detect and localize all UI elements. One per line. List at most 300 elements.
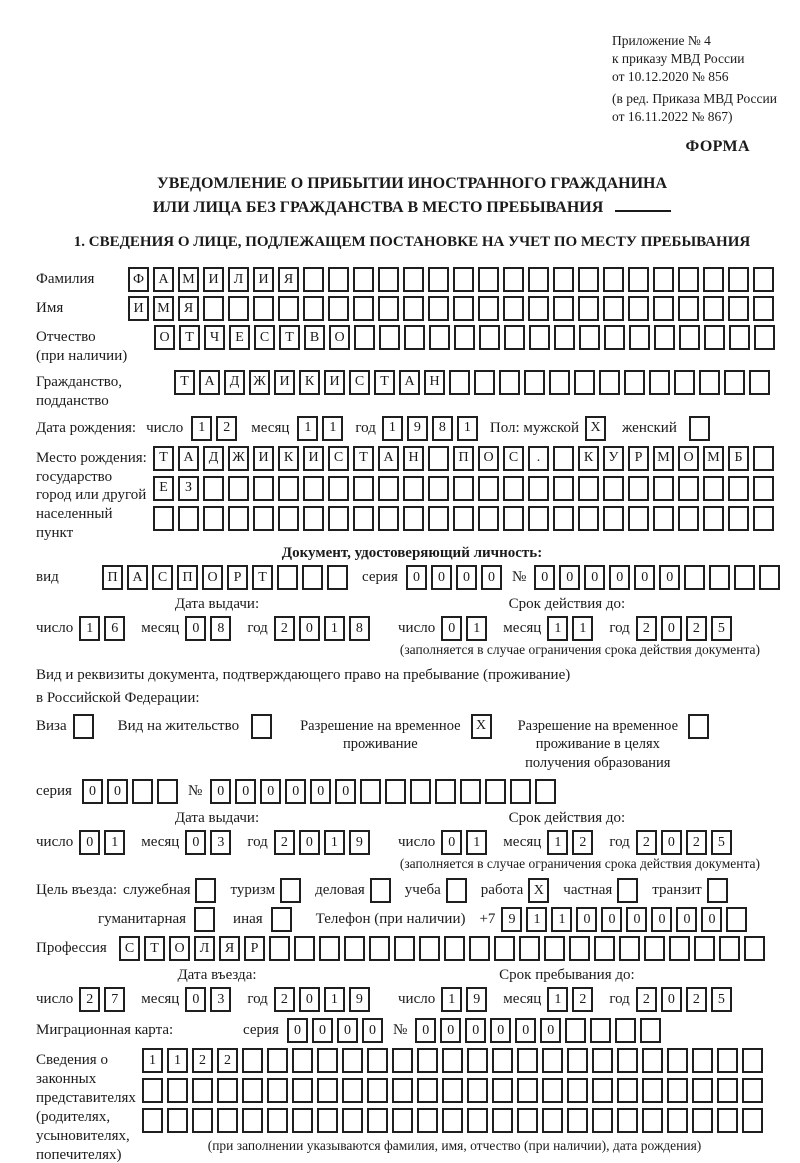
char-cell[interactable]	[428, 476, 449, 501]
char-cell[interactable]	[707, 878, 728, 903]
char-cell[interactable]	[528, 476, 549, 501]
char-cell[interactable]	[759, 565, 780, 590]
char-cell[interactable]: Л	[194, 936, 215, 961]
char-cell[interactable]: Р	[227, 565, 248, 590]
char-cell[interactable]	[729, 325, 750, 350]
char-cell[interactable]: С	[349, 370, 370, 395]
char-cell[interactable]	[478, 476, 499, 501]
char-cell[interactable]	[142, 1108, 163, 1133]
char-cell[interactable]: 0	[559, 565, 580, 590]
char-cell[interactable]: 0	[185, 616, 206, 641]
char-cell[interactable]	[719, 936, 740, 961]
char-cell[interactable]: 0	[310, 779, 331, 804]
char-cell[interactable]	[417, 1078, 438, 1103]
char-cell[interactable]: 0	[676, 907, 697, 932]
char-cell[interactable]: 1	[457, 416, 478, 441]
char-cell[interactable]	[73, 714, 94, 739]
char-cell[interactable]	[694, 936, 715, 961]
purpose-private-checkbox[interactable]	[617, 878, 642, 903]
char-cell[interactable]	[542, 1108, 563, 1133]
char-cell[interactable]	[228, 296, 249, 321]
char-cell[interactable]	[753, 446, 774, 471]
char-cell[interactable]: О	[678, 446, 699, 471]
char-cell[interactable]	[553, 446, 574, 471]
char-cell[interactable]	[642, 1078, 663, 1103]
char-cell[interactable]	[460, 779, 481, 804]
char-cell[interactable]	[492, 1108, 513, 1133]
char-cell[interactable]	[678, 506, 699, 531]
char-cell[interactable]	[178, 506, 199, 531]
char-cell[interactable]	[453, 476, 474, 501]
char-cell[interactable]	[303, 506, 324, 531]
char-cell[interactable]: 0	[534, 565, 555, 590]
char-cell[interactable]	[499, 370, 520, 395]
char-cell[interactable]	[728, 296, 749, 321]
char-cell[interactable]	[442, 1108, 463, 1133]
char-cell[interactable]	[467, 1048, 488, 1073]
char-cell[interactable]	[278, 506, 299, 531]
char-cell[interactable]: 0	[406, 565, 427, 590]
char-cell[interactable]	[428, 267, 449, 292]
char-cell[interactable]: Д	[203, 446, 224, 471]
char-cell[interactable]	[709, 565, 730, 590]
temp-residence-education-checkbox[interactable]	[688, 714, 713, 739]
char-cell[interactable]	[717, 1078, 738, 1103]
char-cell[interactable]: 0	[299, 830, 320, 855]
char-cell[interactable]: 0	[440, 1018, 461, 1043]
char-cell[interactable]	[628, 476, 649, 501]
char-cell[interactable]	[529, 325, 550, 350]
sex-female-checkbox[interactable]	[689, 416, 714, 441]
char-cell[interactable]	[453, 506, 474, 531]
char-cell[interactable]	[278, 476, 299, 501]
char-cell[interactable]: 0	[312, 1018, 333, 1043]
char-cell[interactable]	[519, 936, 540, 961]
char-cell[interactable]	[449, 370, 470, 395]
char-cell[interactable]	[667, 1048, 688, 1073]
char-cell[interactable]: 0	[431, 565, 452, 590]
char-cell[interactable]: 1	[324, 830, 345, 855]
char-cell[interactable]	[327, 565, 348, 590]
char-cell[interactable]: С	[119, 936, 140, 961]
char-cell[interactable]	[294, 936, 315, 961]
char-cell[interactable]: М	[653, 446, 674, 471]
char-cell[interactable]: А	[399, 370, 420, 395]
char-cell[interactable]	[603, 476, 624, 501]
char-cell[interactable]	[167, 1078, 188, 1103]
char-cell[interactable]	[535, 779, 556, 804]
char-cell[interactable]: А	[178, 446, 199, 471]
char-cell[interactable]	[410, 779, 431, 804]
char-cell[interactable]: 0	[335, 779, 356, 804]
char-cell[interactable]	[217, 1078, 238, 1103]
char-cell[interactable]: 1	[324, 616, 345, 641]
char-cell[interactable]: Т	[153, 446, 174, 471]
char-cell[interactable]	[742, 1108, 763, 1133]
char-cell[interactable]	[478, 296, 499, 321]
char-cell[interactable]: Е	[229, 325, 250, 350]
char-cell[interactable]: 2	[572, 830, 593, 855]
char-cell[interactable]	[292, 1108, 313, 1133]
char-cell[interactable]: 0	[651, 907, 672, 932]
char-cell[interactable]	[553, 476, 574, 501]
char-cell[interactable]: 2	[79, 987, 100, 1012]
char-cell[interactable]	[642, 1048, 663, 1073]
char-cell[interactable]	[617, 1108, 638, 1133]
temp-residence-checkbox[interactable]	[471, 714, 496, 739]
char-cell[interactable]: 1	[441, 987, 462, 1012]
char-cell[interactable]	[453, 267, 474, 292]
char-cell[interactable]: 2	[686, 987, 707, 1012]
char-cell[interactable]: 9	[466, 987, 487, 1012]
char-cell[interactable]	[753, 476, 774, 501]
char-cell[interactable]: Р	[244, 936, 265, 961]
char-cell[interactable]: Т	[353, 446, 374, 471]
char-cell[interactable]	[517, 1108, 538, 1133]
char-cell[interactable]: 0	[260, 779, 281, 804]
char-cell[interactable]	[704, 325, 725, 350]
char-cell[interactable]	[378, 296, 399, 321]
char-cell[interactable]	[195, 878, 216, 903]
char-cell[interactable]	[342, 1078, 363, 1103]
char-cell[interactable]	[744, 936, 765, 961]
char-cell[interactable]	[617, 1078, 638, 1103]
char-cell[interactable]: 0	[456, 565, 477, 590]
char-cell[interactable]	[353, 506, 374, 531]
char-cell[interactable]	[728, 506, 749, 531]
char-cell[interactable]	[692, 1048, 713, 1073]
char-cell[interactable]: И	[324, 370, 345, 395]
char-cell[interactable]	[628, 267, 649, 292]
char-cell[interactable]	[517, 1078, 538, 1103]
char-cell[interactable]: 1	[142, 1048, 163, 1073]
char-cell[interactable]: О	[169, 936, 190, 961]
char-cell[interactable]: М	[178, 267, 199, 292]
char-cell[interactable]	[192, 1078, 213, 1103]
char-cell[interactable]	[277, 565, 298, 590]
char-cell[interactable]	[419, 936, 440, 961]
char-cell[interactable]	[603, 296, 624, 321]
char-cell[interactable]: 2	[274, 987, 295, 1012]
char-cell[interactable]	[378, 506, 399, 531]
char-cell[interactable]	[253, 296, 274, 321]
char-cell[interactable]: И	[303, 446, 324, 471]
char-cell[interactable]	[403, 476, 424, 501]
char-cell[interactable]	[524, 370, 545, 395]
char-cell[interactable]	[629, 325, 650, 350]
char-cell[interactable]: 0	[584, 565, 605, 590]
char-cell[interactable]: А	[127, 565, 148, 590]
char-cell[interactable]: У	[603, 446, 624, 471]
char-cell[interactable]	[428, 506, 449, 531]
char-cell[interactable]: 1	[551, 907, 572, 932]
char-cell[interactable]	[354, 325, 375, 350]
char-cell[interactable]: О	[329, 325, 350, 350]
char-cell[interactable]	[203, 476, 224, 501]
char-cell[interactable]	[742, 1078, 763, 1103]
char-cell[interactable]: 0	[235, 779, 256, 804]
char-cell[interactable]: 0	[661, 987, 682, 1012]
char-cell[interactable]	[344, 936, 365, 961]
char-cell[interactable]	[328, 476, 349, 501]
char-cell[interactable]	[394, 936, 415, 961]
char-cell[interactable]	[280, 878, 301, 903]
char-cell[interactable]	[667, 1078, 688, 1103]
char-cell[interactable]	[253, 476, 274, 501]
char-cell[interactable]	[392, 1048, 413, 1073]
char-cell[interactable]	[579, 325, 600, 350]
char-cell[interactable]: 5	[711, 987, 732, 1012]
char-cell[interactable]	[753, 296, 774, 321]
purpose-other-checkbox[interactable]	[271, 907, 296, 932]
residence-permit-checkbox[interactable]	[251, 714, 276, 739]
char-cell[interactable]	[485, 779, 506, 804]
char-cell[interactable]	[328, 296, 349, 321]
char-cell[interactable]	[640, 1018, 661, 1043]
char-cell[interactable]: 0	[299, 987, 320, 1012]
char-cell[interactable]	[669, 936, 690, 961]
char-cell[interactable]: 0	[661, 830, 682, 855]
char-cell[interactable]	[370, 878, 391, 903]
char-cell[interactable]: 1	[322, 416, 343, 441]
char-cell[interactable]	[267, 1108, 288, 1133]
char-cell[interactable]: С	[503, 446, 524, 471]
char-cell[interactable]: 0	[337, 1018, 358, 1043]
char-cell[interactable]: 2	[572, 987, 593, 1012]
char-cell[interactable]	[642, 1108, 663, 1133]
purpose-humanitarian-checkbox[interactable]	[194, 907, 219, 932]
char-cell[interactable]	[674, 370, 695, 395]
char-cell[interactable]	[728, 267, 749, 292]
char-cell[interactable]: 0	[185, 830, 206, 855]
purpose-tourism-checkbox[interactable]	[280, 878, 305, 903]
char-cell[interactable]	[542, 1078, 563, 1103]
char-cell[interactable]: О	[478, 446, 499, 471]
char-cell[interactable]: Д	[224, 370, 245, 395]
char-cell[interactable]	[717, 1108, 738, 1133]
char-cell[interactable]	[542, 1048, 563, 1073]
char-cell[interactable]	[617, 878, 638, 903]
char-cell[interactable]	[644, 936, 665, 961]
char-cell[interactable]: 0	[540, 1018, 561, 1043]
char-cell[interactable]	[385, 779, 406, 804]
char-cell[interactable]: К	[278, 446, 299, 471]
char-cell[interactable]	[478, 506, 499, 531]
char-cell[interactable]: С	[254, 325, 275, 350]
char-cell[interactable]	[271, 907, 292, 932]
char-cell[interactable]	[599, 370, 620, 395]
char-cell[interactable]	[590, 1018, 611, 1043]
char-cell[interactable]	[242, 1108, 263, 1133]
char-cell[interactable]	[469, 936, 490, 961]
char-cell[interactable]	[510, 779, 531, 804]
char-cell[interactable]	[251, 714, 272, 739]
char-cell[interactable]: Т	[144, 936, 165, 961]
char-cell[interactable]	[317, 1078, 338, 1103]
char-cell[interactable]: Н	[424, 370, 445, 395]
char-cell[interactable]	[678, 296, 699, 321]
char-cell[interactable]	[592, 1078, 613, 1103]
char-cell[interactable]	[578, 476, 599, 501]
char-cell[interactable]: Р	[628, 446, 649, 471]
char-cell[interactable]: 2	[216, 416, 237, 441]
char-cell[interactable]	[653, 267, 674, 292]
char-cell[interactable]: X	[528, 878, 549, 903]
char-cell[interactable]: О	[202, 565, 223, 590]
char-cell[interactable]: 0	[465, 1018, 486, 1043]
char-cell[interactable]: П	[102, 565, 123, 590]
char-cell[interactable]: К	[578, 446, 599, 471]
char-cell[interactable]	[203, 506, 224, 531]
char-cell[interactable]	[603, 506, 624, 531]
char-cell[interactable]	[628, 296, 649, 321]
char-cell[interactable]: Б	[728, 446, 749, 471]
char-cell[interactable]	[544, 936, 565, 961]
char-cell[interactable]	[194, 907, 215, 932]
char-cell[interactable]	[192, 1108, 213, 1133]
char-cell[interactable]: 0	[79, 830, 100, 855]
char-cell[interactable]	[503, 506, 524, 531]
char-cell[interactable]: 0	[285, 779, 306, 804]
char-cell[interactable]: 0	[609, 565, 630, 590]
char-cell[interactable]	[592, 1108, 613, 1133]
char-cell[interactable]: 1	[167, 1048, 188, 1073]
char-cell[interactable]	[503, 296, 524, 321]
char-cell[interactable]	[667, 1108, 688, 1133]
char-cell[interactable]	[328, 267, 349, 292]
char-cell[interactable]: С	[328, 446, 349, 471]
char-cell[interactable]	[342, 1048, 363, 1073]
char-cell[interactable]: 5	[711, 830, 732, 855]
char-cell[interactable]	[567, 1078, 588, 1103]
char-cell[interactable]	[703, 296, 724, 321]
char-cell[interactable]	[753, 267, 774, 292]
char-cell[interactable]: 2	[274, 616, 295, 641]
char-cell[interactable]	[392, 1108, 413, 1133]
char-cell[interactable]	[654, 325, 675, 350]
char-cell[interactable]	[353, 296, 374, 321]
char-cell[interactable]	[360, 779, 381, 804]
char-cell[interactable]: 1	[324, 987, 345, 1012]
char-cell[interactable]	[132, 779, 153, 804]
char-cell[interactable]	[428, 446, 449, 471]
char-cell[interactable]	[378, 267, 399, 292]
char-cell[interactable]: 1	[79, 616, 100, 641]
char-cell[interactable]	[553, 506, 574, 531]
char-cell[interactable]	[553, 296, 574, 321]
char-cell[interactable]	[203, 296, 224, 321]
char-cell[interactable]	[699, 370, 720, 395]
char-cell[interactable]: Т	[179, 325, 200, 350]
purpose-official-checkbox[interactable]	[195, 878, 220, 903]
char-cell[interactable]	[417, 1108, 438, 1133]
char-cell[interactable]: 0	[441, 830, 462, 855]
char-cell[interactable]	[678, 267, 699, 292]
char-cell[interactable]: 9	[349, 987, 370, 1012]
char-cell[interactable]	[292, 1078, 313, 1103]
char-cell[interactable]: Ф	[128, 267, 149, 292]
char-cell[interactable]	[728, 476, 749, 501]
char-cell[interactable]	[528, 267, 549, 292]
char-cell[interactable]	[378, 476, 399, 501]
char-cell[interactable]	[517, 1048, 538, 1073]
char-cell[interactable]	[703, 476, 724, 501]
char-cell[interactable]: Ж	[228, 446, 249, 471]
char-cell[interactable]	[267, 1078, 288, 1103]
char-cell[interactable]: 2	[686, 616, 707, 641]
char-cell[interactable]: М	[703, 446, 724, 471]
char-cell[interactable]: 1	[547, 616, 568, 641]
char-cell[interactable]: 0	[490, 1018, 511, 1043]
char-cell[interactable]	[278, 296, 299, 321]
sex-male-checkbox[interactable]	[585, 416, 610, 441]
char-cell[interactable]: 1	[466, 616, 487, 641]
char-cell[interactable]	[569, 936, 590, 961]
visa-checkbox[interactable]	[73, 714, 98, 739]
char-cell[interactable]	[153, 506, 174, 531]
char-cell[interactable]	[653, 506, 674, 531]
char-cell[interactable]: 9	[407, 416, 428, 441]
char-cell[interactable]	[317, 1108, 338, 1133]
char-cell[interactable]	[367, 1048, 388, 1073]
char-cell[interactable]: 9	[501, 907, 522, 932]
char-cell[interactable]: 1	[526, 907, 547, 932]
char-cell[interactable]: 0	[415, 1018, 436, 1043]
char-cell[interactable]: 0	[515, 1018, 536, 1043]
char-cell[interactable]	[292, 1048, 313, 1073]
char-cell[interactable]	[342, 1108, 363, 1133]
char-cell[interactable]	[717, 1048, 738, 1073]
char-cell[interactable]	[749, 370, 770, 395]
char-cell[interactable]	[567, 1108, 588, 1133]
char-cell[interactable]	[492, 1048, 513, 1073]
char-cell[interactable]	[578, 506, 599, 531]
char-cell[interactable]: Т	[174, 370, 195, 395]
char-cell[interactable]: 0	[481, 565, 502, 590]
char-cell[interactable]	[467, 1078, 488, 1103]
char-cell[interactable]	[678, 476, 699, 501]
char-cell[interactable]	[624, 370, 645, 395]
char-cell[interactable]: 2	[636, 616, 657, 641]
char-cell[interactable]: 1	[572, 616, 593, 641]
char-cell[interactable]: 9	[349, 830, 370, 855]
char-cell[interactable]	[724, 370, 745, 395]
char-cell[interactable]: О	[154, 325, 175, 350]
char-cell[interactable]	[404, 325, 425, 350]
char-cell[interactable]	[528, 506, 549, 531]
char-cell[interactable]	[692, 1108, 713, 1133]
char-cell[interactable]	[454, 325, 475, 350]
char-cell[interactable]	[703, 506, 724, 531]
char-cell[interactable]	[628, 506, 649, 531]
char-cell[interactable]: 6	[104, 616, 125, 641]
char-cell[interactable]	[503, 267, 524, 292]
char-cell[interactable]	[528, 296, 549, 321]
char-cell[interactable]	[592, 1048, 613, 1073]
char-cell[interactable]	[403, 296, 424, 321]
char-cell[interactable]: 3	[210, 987, 231, 1012]
char-cell[interactable]	[157, 779, 178, 804]
char-cell[interactable]: 2	[274, 830, 295, 855]
char-cell[interactable]	[403, 267, 424, 292]
char-cell[interactable]: Л	[228, 267, 249, 292]
char-cell[interactable]: П	[453, 446, 474, 471]
char-cell[interactable]: Ж	[249, 370, 270, 395]
char-cell[interactable]: 0	[659, 565, 680, 590]
char-cell[interactable]	[428, 296, 449, 321]
char-cell[interactable]: Н	[403, 446, 424, 471]
char-cell[interactable]: 0	[576, 907, 597, 932]
